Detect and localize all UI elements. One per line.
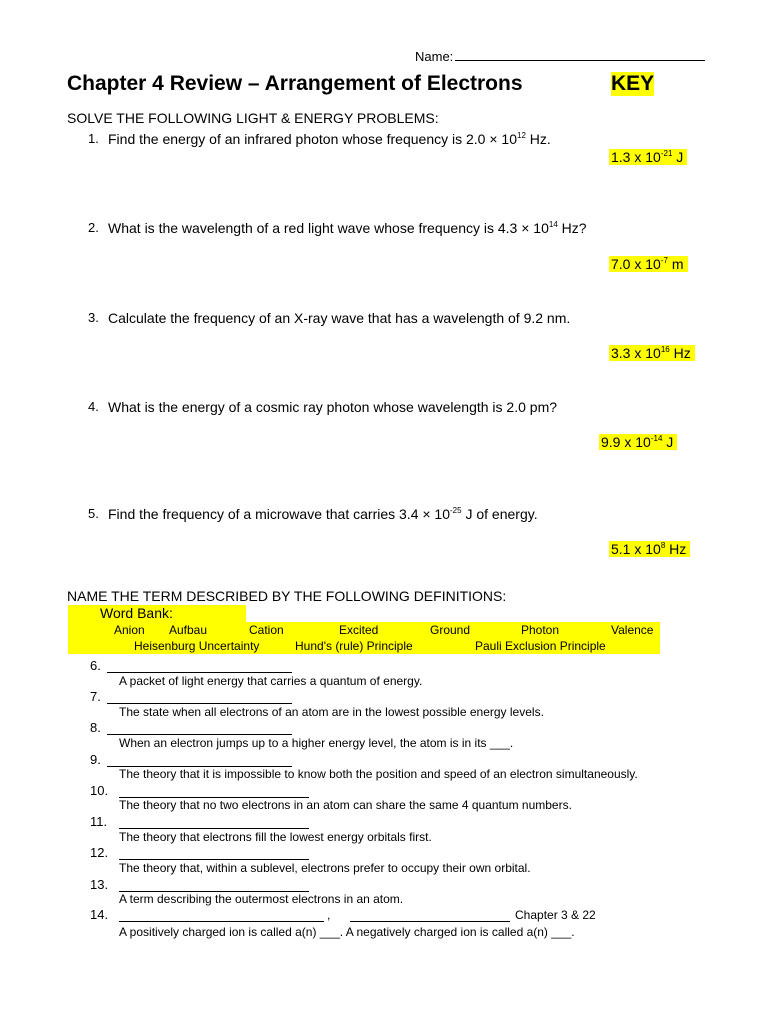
- answer-unit: Hz: [665, 541, 687, 557]
- question-text: Calculate the frequency of an X-ray wave that has a wavelength of 9.2 nm.: [108, 310, 571, 326]
- definition-text: When an electron jumps up to a higher energy level, the atom is in its ___.: [119, 736, 514, 750]
- definition-number: 8.: [90, 720, 101, 735]
- word-bank-term: Heisenburg Uncertainty: [134, 639, 260, 653]
- name-label: Name:: [415, 49, 454, 64]
- answer-2: [609, 256, 688, 272]
- blank-separator: ,: [327, 908, 331, 922]
- question-2: [88, 220, 587, 236]
- answer-5: [609, 541, 690, 557]
- question-exponent: 14: [548, 220, 558, 229]
- question-1: [88, 131, 551, 147]
- definition-number: 6.: [90, 658, 101, 673]
- answer-blank-anion[interactable]: [350, 909, 510, 922]
- word-bank-term: Aufbau: [169, 623, 208, 637]
- question-number: 2.: [88, 220, 99, 235]
- question-4: [88, 399, 558, 415]
- answer-blank[interactable]: [107, 691, 292, 704]
- word-bank-title: Word Bank:: [68, 605, 246, 622]
- word-bank-term: Anion: [114, 623, 145, 637]
- answer-1: [609, 149, 687, 165]
- question-text-end: Hz?: [557, 220, 587, 236]
- section2-heading: NAME THE TERM DESCRIBED BY THE FOLLOWING DEFINITIONS:: [67, 588, 507, 604]
- question-text-end: Hz.: [525, 131, 551, 147]
- answer-blank[interactable]: [119, 879, 309, 892]
- definition-text: A positively charged ion is called a(n) ___. A negatively charged ion is called a(n) ___.: [119, 925, 575, 939]
- answer-4: [599, 434, 677, 450]
- answer-unit: Hz: [669, 345, 691, 361]
- answer-exponent: 16: [660, 345, 670, 354]
- definition-text: The theory that electrons fill the lowest energy orbitals first.: [119, 830, 432, 844]
- chapter-reference: Chapter 3 & 22: [515, 908, 596, 922]
- answer-exponent: -14: [650, 434, 663, 443]
- definition-text: A term describing the outermost electrons in an atom.: [119, 892, 404, 906]
- answer-blank[interactable]: [119, 847, 309, 860]
- question-text: Find the energy of an infrared photon whose frequency is 2.0 × 10: [108, 131, 517, 147]
- question-text: What is the energy of a cosmic ray photon whose wavelength is 2.0 pm?: [108, 399, 558, 415]
- answer-exponent: -21: [660, 149, 673, 158]
- key-badge: KEY: [611, 72, 655, 95]
- word-bank-term: Ground: [430, 623, 471, 637]
- word-bank-term: Cation: [249, 623, 284, 637]
- definition-text: A packet of light energy that carries a quantum of energy.: [119, 674, 423, 688]
- definition-number: 7.: [90, 689, 101, 704]
- answer-value: 9.9 x 10: [601, 434, 651, 450]
- answer-blank[interactable]: [107, 754, 292, 767]
- definition-number: 11.: [90, 814, 108, 829]
- definition-text: The state when all electrons of an atom are in the lowest possible energy levels.: [119, 705, 544, 719]
- page-title: Chapter 4 Review – Arrangement of Electrons: [67, 72, 523, 95]
- word-bank-term: Hund's (rule) Principle: [295, 639, 413, 653]
- answer-unit: J: [662, 434, 674, 450]
- question-text: What is the wavelength of a red light wave whose frequency is 4.3 × 10: [108, 220, 549, 236]
- section1-heading: SOLVE THE FOLLOWING LIGHT & ENERGY PROBLEMS:: [67, 110, 439, 126]
- word-bank-term: Valence: [611, 623, 654, 637]
- answer-blank[interactable]: [119, 816, 309, 829]
- name-field[interactable]: [415, 48, 705, 64]
- question-number: 5.: [88, 506, 99, 521]
- question-number: 1.: [88, 131, 99, 146]
- answer-unit: J: [672, 149, 684, 165]
- definition-number: 9.: [90, 752, 101, 767]
- definition-text: The theory that no two electrons in an atom can share the same 4 quantum numbers.: [119, 798, 572, 812]
- definition-text: The theory that, within a sublevel, electrons prefer to occupy their own orbital.: [119, 861, 531, 875]
- answer-blank[interactable]: [107, 660, 292, 673]
- name-blank[interactable]: [455, 48, 705, 61]
- question-number: 4.: [88, 399, 99, 414]
- answer-blank-cation[interactable]: [119, 909, 324, 922]
- answer-3: [609, 345, 695, 361]
- definition-number: 13.: [90, 877, 109, 892]
- answer-value: 7.0 x 10: [611, 256, 661, 272]
- answer-value: 5.1 x 10: [611, 541, 661, 557]
- answer-value: 3.3 x 10: [611, 345, 661, 361]
- word-bank-term: Pauli Exclusion Principle: [475, 639, 606, 653]
- word-bank-term: Excited: [339, 623, 379, 637]
- answer-unit: m: [667, 256, 684, 272]
- answer-blank[interactable]: [119, 785, 309, 798]
- question-text-end: J of energy.: [461, 506, 538, 522]
- question-text: Find the frequency of a microwave that carries 3.4 × 10: [108, 506, 451, 522]
- question-3: [88, 310, 571, 326]
- word-bank-term: Photon: [521, 623, 560, 637]
- answer-exponent: 8: [660, 541, 666, 550]
- definition-text: The theory that it is impossible to know both the position and speed of an electron simultaneously.: [119, 767, 638, 781]
- question-number: 3.: [88, 310, 99, 325]
- answer-blank[interactable]: [107, 722, 292, 735]
- definition-number: 10.: [90, 783, 109, 798]
- definition-number: 14.: [90, 907, 109, 922]
- definition-number: 12.: [90, 845, 109, 860]
- question-5: [88, 506, 538, 522]
- question-exponent: -25: [450, 506, 462, 515]
- answer-exponent: -7: [660, 256, 668, 265]
- question-exponent: 12: [517, 131, 526, 140]
- answer-value: 1.3 x 10: [611, 149, 661, 165]
